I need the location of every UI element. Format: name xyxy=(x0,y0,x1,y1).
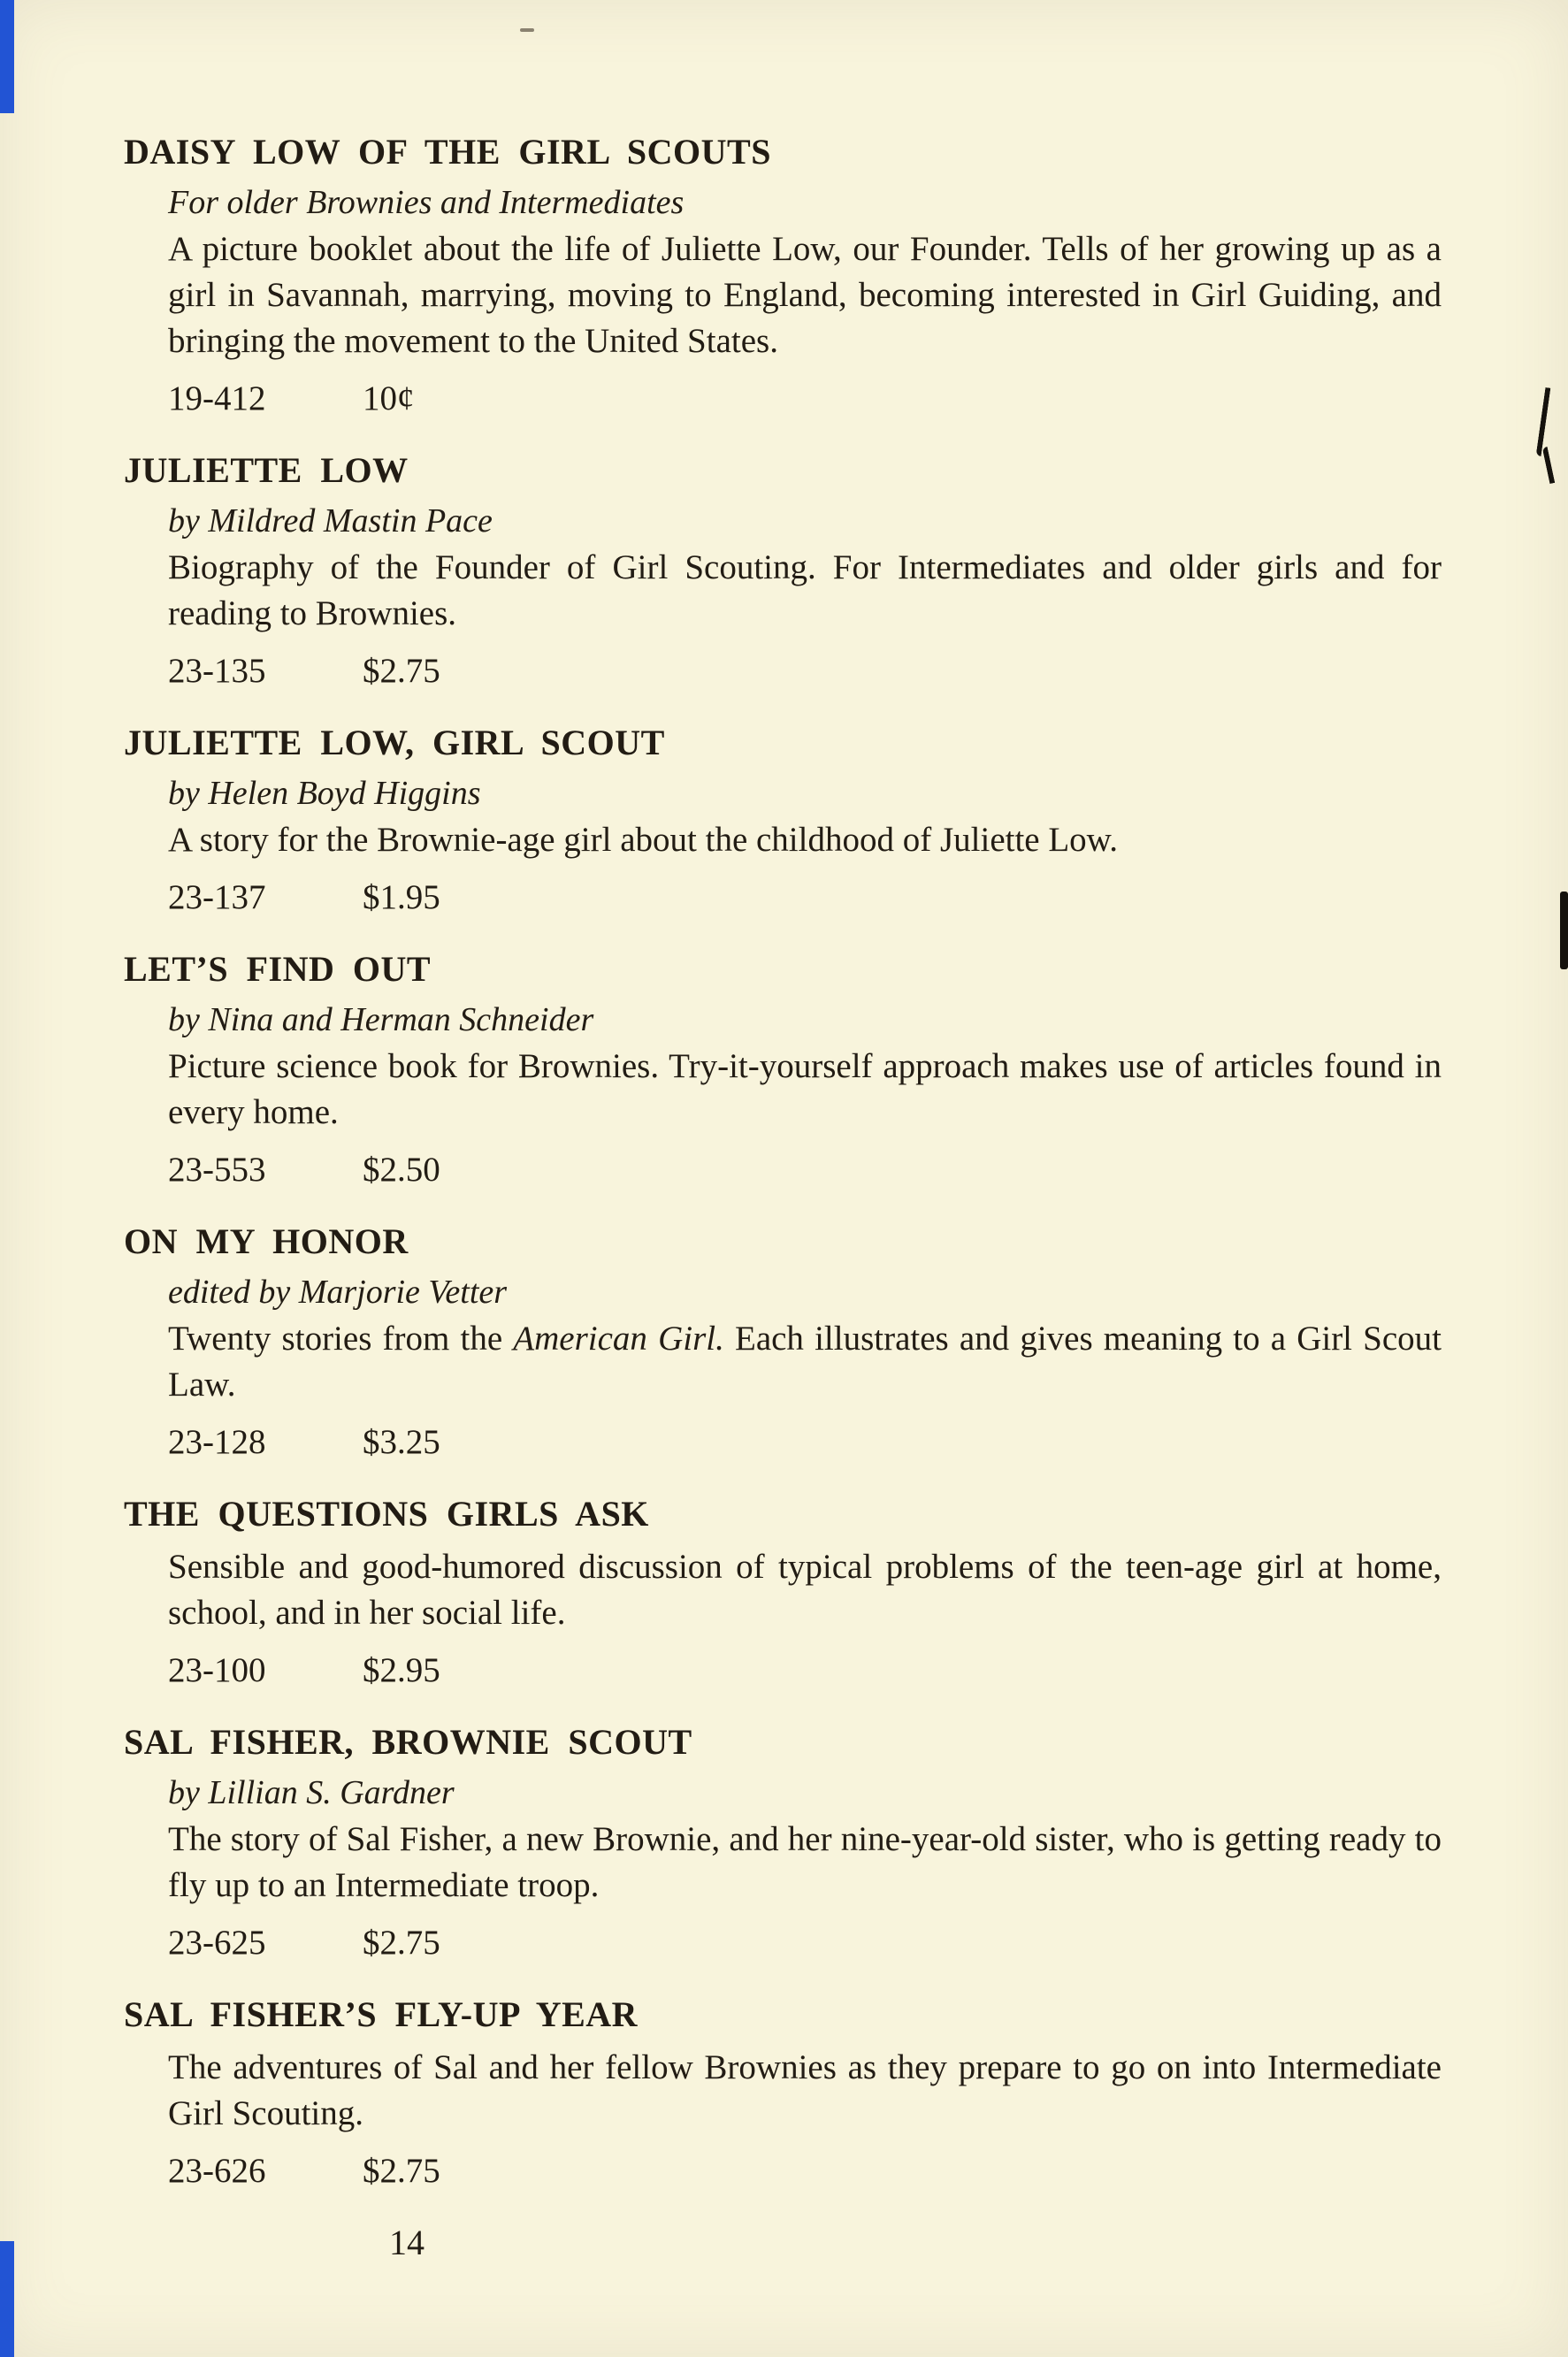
catalog-number: 23-626 xyxy=(168,2152,266,2190)
order-line xyxy=(168,379,1568,419)
price: $2.50 xyxy=(363,1151,440,1189)
order-line xyxy=(168,2151,1568,2192)
order-line xyxy=(168,877,1568,918)
book-byline: edited by Marjorie Vetter xyxy=(168,1274,508,1311)
book-byline: by Nina and Herman Schneider xyxy=(168,1001,594,1038)
book-title: JULIETTE LOW, GIRL SCOUT xyxy=(124,723,665,762)
book-description: A picture booklet about the life of Juliette Low, our Founder. Tells of her growing up as a girl in Savannah, marrying, moving to England, becoming interested in Girl Guiding, and bringing the movement to the United States. xyxy=(168,230,1442,360)
catalog-number: 23-625 xyxy=(168,1924,266,1962)
book-title: DAISY LOW OF THE GIRL SCOUTS xyxy=(124,132,771,172)
book-description: Sensible and good-humored discussion of typical problems of the teen-age girl at home, school, and in her social life. xyxy=(168,1548,1442,1632)
book-title: SAL FISHER’S FLY-UP YEAR xyxy=(124,1994,639,2034)
catalog-number: 23-128 xyxy=(168,1423,266,1461)
book-entry xyxy=(124,1994,1568,2192)
book-description: A story for the Brownie-age girl about the childhood of Juliette Low. xyxy=(168,821,1119,859)
page-number: 14 xyxy=(389,2223,425,2262)
price: $2.75 xyxy=(363,1924,440,1962)
book-description: The story of Sal Fisher, a new Brownie, and her nine-year-old sister, who is getting ready to fly up to an Intermediate troop. xyxy=(168,1820,1442,1904)
magazine-title-italic: American Girl. xyxy=(513,1320,724,1358)
order-line xyxy=(168,1923,1568,1963)
book-description: The adventures of Sal and her fellow Brownies as they prepare to go on into Intermediate Girl Scouting. xyxy=(168,2048,1442,2132)
book-byline: by Mildred Mastin Pace xyxy=(168,502,493,540)
description-text: Twenty stories from the xyxy=(168,1320,514,1358)
order-line xyxy=(168,1422,1568,1463)
book-entry xyxy=(124,948,1568,1190)
order-line xyxy=(168,651,1568,692)
blue-edge-strip-top xyxy=(0,0,14,113)
blue-edge-strip-bottom xyxy=(0,2241,14,2357)
catalog-number: 23-137 xyxy=(168,878,266,916)
book-byline: by Helen Boyd Higgins xyxy=(168,775,481,812)
book-byline: by Lillian S. Gardner xyxy=(168,1774,455,1811)
price: $1.95 xyxy=(363,878,440,916)
book-entry xyxy=(124,449,1568,692)
book-description xyxy=(168,1316,1442,1408)
book-entry xyxy=(124,722,1568,918)
scan-artifact-dash xyxy=(520,28,534,32)
order-line xyxy=(168,1650,1568,1691)
price: $2.95 xyxy=(363,1651,440,1689)
catalog-number: 23-553 xyxy=(168,1151,266,1189)
book-entry xyxy=(124,1493,1568,1691)
book-title: JULIETTE LOW xyxy=(124,450,409,490)
description-text: Each illustrates and gives meaning to a Girl Scout Law. xyxy=(168,1320,1442,1404)
book-title: THE QUESTIONS GIRLS ASK xyxy=(124,1494,649,1534)
price: 10¢ xyxy=(363,379,415,417)
price: $2.75 xyxy=(363,2152,440,2190)
catalog-number: 23-100 xyxy=(168,1651,266,1689)
scan-artifact-bar xyxy=(1560,892,1568,969)
book-title: LET’S FIND OUT xyxy=(124,949,432,989)
catalog-number: 23-135 xyxy=(168,652,266,690)
catalog-number: 19-412 xyxy=(168,379,266,417)
order-line xyxy=(168,1150,1568,1190)
book-title: SAL FISHER, BROWNIE SCOUT xyxy=(124,1722,692,1762)
book-entry xyxy=(124,1721,1568,1963)
book-description: Picture science book for Brownies. Try-it-yourself approach makes use of articles found in every home. xyxy=(168,1047,1442,1131)
book-description: Biography of the Founder of Girl Scouting. For Intermediates and older girls and for reading to Brownies. xyxy=(168,548,1442,632)
book-entry xyxy=(124,131,1568,419)
book-title: ON MY HONOR xyxy=(124,1221,409,1261)
price: $3.25 xyxy=(363,1423,440,1461)
book-byline: For older Brownies and Intermediates xyxy=(168,184,685,221)
book-entry xyxy=(124,1221,1568,1463)
price: $2.75 xyxy=(363,652,440,690)
